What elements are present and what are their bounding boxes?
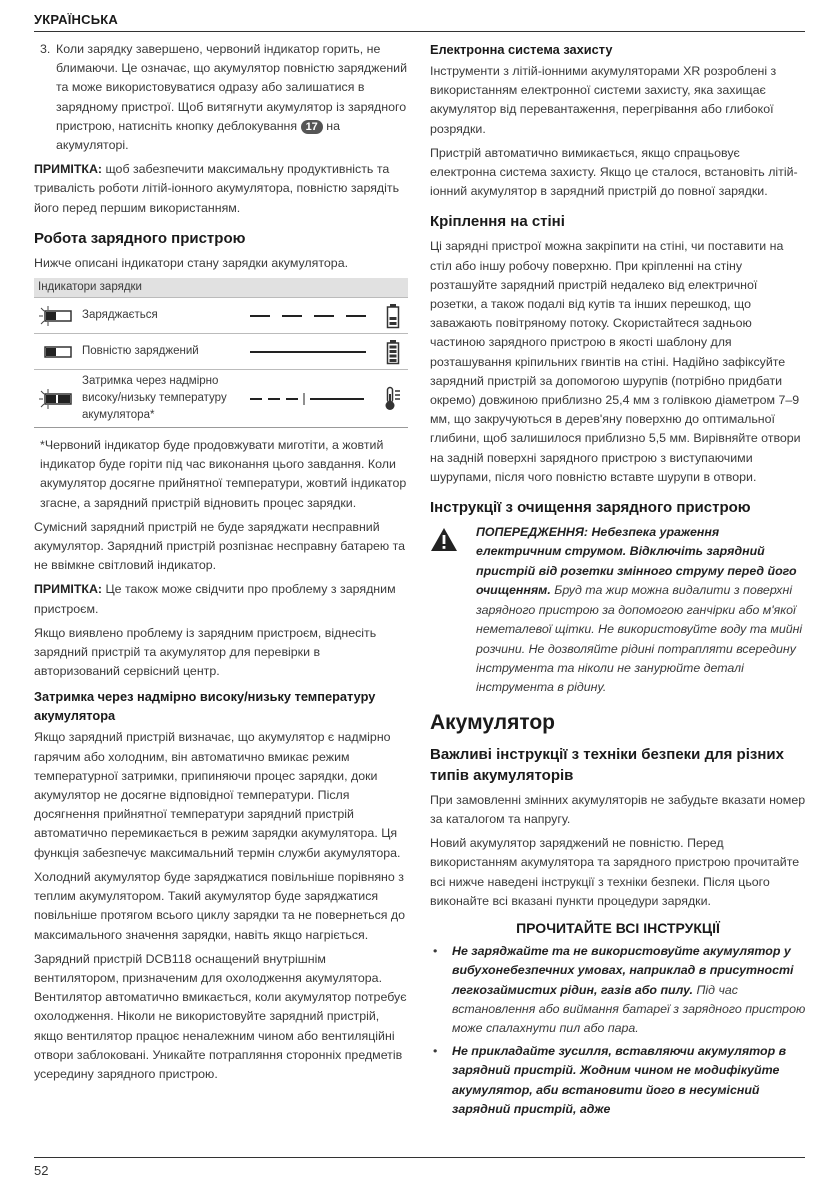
wall-mount-heading: Кріплення на стіні [430,213,565,231]
temperature-delay-p2: Холодний акумулятор буде заряджатися повільніше порівняно з теплим акумулятором. Такий акумулятор буде заряджатися повільніше протягом всього циклу зарядки та не повернеться до максимального значення зарядки, навіть якщо нагріється. [34,869,406,942]
protection-heading: Електронна система захисту [430,42,613,57]
wall-mount-text: Ці зарядні пристрої можна закріпити на стіні, чи поставити на стіл або іншу робочу поверхню. При кріпленні на стіну розташуйте зарядний пристрій недалеко від електричної розетки, а також подалі від кутів та інших перешкод, що заважають повітряному потоку. Скористайтеся задньою частиною зарядного пристрою в якості шаблону для розташування кріпильних гвинтів на стіні. Надійно зафіксуйте зарядний пристрій за допомогою шурупів (потрібно придбати окремо) довжиною приблизно 25,4 мм з голівкою діаметром 7–9 мм, що закручуються в дерев'яну поверхню до оптимальної глибини, щоб залишилося приблизно 5,5 мм. Вирівняйте отвори на задній поверхні зарядного пристрою з виступаючими шурупами, після чого повністю вставте шурупи в отвори. [430,239,801,484]
step-3 [34,40,408,155]
protection-p1: Інструменти з літій-іонними акумуляторами XR розроблені з використанням електронної системи захисту, яка захищає акумулятор від перевантаження, перегрівання або глибокої розрядки. [430,64,777,136]
safety-p1: При замовленні змінних акумуляторів не забудьте вказати номер за каталогом та напругу. [430,792,806,826]
bullet-italic: Під час встановлення або виймання батареї з зарядного пристрою може спалахнути пил або пара. [452,982,806,1035]
table-footnote: *Червоний індикатор буде продовжувати миготіти, а жовтий індикатор буде горіти під час виконання цього завдання. Коли акумулятор досягне прийнятної температури, жовтий індикатор згасне, а зарядний пристрій відновить процес зарядки. [40,438,407,510]
release-button-callout: 17 [301,120,323,134]
temperature-delay-heading: Затримка через надмірно високу/низьку температуру акумулятора [34,689,376,724]
full-battery-icon [378,339,408,365]
charger-operation-heading: Робота зарядного пристрою [34,229,246,247]
list-item [430,942,806,1038]
step-3-text: Коли зарядку завершено, червоний індикатор горить, не блимаючи. Це означає, що акумулятор повністю заряджений та може використовуватися одразу або залишатися в зарядному пристрої. Щоб витягнути акумулятор із зарядного пристрою, натисніть кнопку деблокування [56,42,408,133]
cleaning-heading: Інструкції з очищення зарядного пристрою [430,499,751,517]
left-column [34,40,408,1089]
table-row-temp-delay [34,369,408,427]
header-divider [34,31,805,32]
note-1-text: щоб забезпечити максимальну продуктивність та тривалість роботи літій-іонного акумулятора, повністю зарядіть його перед першим використанням. [34,162,400,215]
language-header: УКРАЇНСЬКА [34,12,118,27]
solid-indicator-icon [34,334,80,369]
solid-pattern [248,350,378,354]
note-2 [34,580,408,618]
row-label: Затримка через надмірно високу/низьку температуру акумулятора* [82,375,227,422]
row-label: Повністю заряджений [82,345,199,358]
service-text: Якщо виявлено проблему із зарядним пристроєм, віднесіть зарядний пристрій та акумулятор для перевірки в авторизований сервісний центр. [34,625,377,679]
thermometer-icon [378,386,408,412]
compatible-charger-text: Сумісний зарядний пристрій не буде заряджати несправний акумулятор. Зарядний пристрій розпізнає несправну батарею та не ввімкне світловий індикатор. [34,519,406,573]
table-row-charging [34,297,408,333]
safety-heading: Важливі інструкції з техніки безпеки для різних типів акумуляторів [430,745,784,784]
charging-battery-icon [378,303,408,329]
read-all-heading: ПРОЧИТАЙТЕ ВСІ ІНСТРУКЦІЇ [516,919,720,936]
battery-heading: Акумулятор [430,710,555,734]
protection-p2: Пристрій автоматично вимикається, якщо спрацьовує електронна система захисту. Якщо це сталося, встановіть літій-іонний акумулятор в зарядний пристрій до повної зарядки. [430,145,798,199]
note-2-label: ПРИМІТКА: [34,582,103,597]
cleaning-warning [430,523,806,698]
warning-bold: ПОПЕРЕДЖЕННЯ: Небезпека ураження електричним струмом. Відключіть зарядний пристрій від розетки змінного струму перед його очищенням. [476,525,797,598]
list-item [430,1042,806,1119]
warning-triangle-icon [430,523,476,698]
temp-delay-pattern [248,392,378,406]
bullet-icon: • [433,1044,438,1059]
note-1 [34,160,408,218]
blinking-dual-indicator-icon [34,370,80,427]
warning-italic: Бруд та жир можна видалити з поверхні зарядного пристрою за допомогою ганчірки або м'якої неметалевої щітки. Не використовуйте воду та мийні розчини. Не дозволяйте рідині потрапляти всередину інструмента та ніколи не занурюйте деталі інструмента в рідину. [476,583,803,695]
charge-indicators-table [34,278,408,428]
warning-text [476,523,806,698]
bullet-icon: • [433,944,438,959]
row-label: Заряджається [82,309,158,322]
table-header: Індикатори зарядки [34,278,408,297]
bullet-bold: Не прикладайте зусилля, вставляючи акумулятор в зарядний пристрій. Жодним чином не модифікуйте акумулятор, аби встановити його в несумісний зарядний пристрій, адже [452,1044,787,1116]
step-3-tail: на акумуляторі. [56,118,340,153]
page-number: 52 [34,1163,49,1178]
safety-p2: Новий акумулятор заряджений не повністю. Перед використанням акумулятора та зарядного пристрою прочитайте всі нижче наведені інструкції з техніки безпеки. Після цього виконайте всі вказані пункти процедури зарядки. [430,836,800,908]
note-2-text: Це також може свідчити про проблему з зарядним пристроєм. [34,582,396,616]
footer-divider [34,1157,805,1158]
bullet-bold: Не заряджайте та не використовуйте акумулятор у вибухонебезпечних умовах, наприклад в присутності легкозаймистих рідин, газів або пилу. [452,944,794,997]
charger-intro: Нижче описані індикатори стану зарядки акумулятора. [34,255,349,270]
blinking-indicator-icon [34,298,80,333]
note-1-label: ПРИМІТКА: [34,162,103,177]
step-number: 3. [40,42,51,56]
blink-pattern [248,314,378,318]
temperature-delay-p3: Зарядний пристрій DCB118 оснащений внутрішнім вентилятором, призначеним для охолодження акумулятора. Вентилятор автоматично вмикається, коли акумулятор потребує охолодження. Ніколи не використовуйте зарядний пристрій, якщо вентилятор працює неналежним чином або вентиляційні отвори заблоковані. Уникайте потрапляння сторонніх предметів усередину зарядного пристрою. [34,951,407,1081]
right-column [430,40,806,1123]
table-row-full [34,333,408,369]
temperature-delay-p1: Якщо зарядний пристрій визначає, що акумулятор є надмірно гарячим або холодним, він автоматично вмикає режим температурної затримки, припиняючи процес зарядки, доки акумулятор не досягне відповідної температури. Після досягнення прийнятної температури зарядний пристрій автоматично перемикається в режим зарядки акумулятора. Ця функція забезпечує максимальний термін служби акумулятора. [34,730,401,860]
